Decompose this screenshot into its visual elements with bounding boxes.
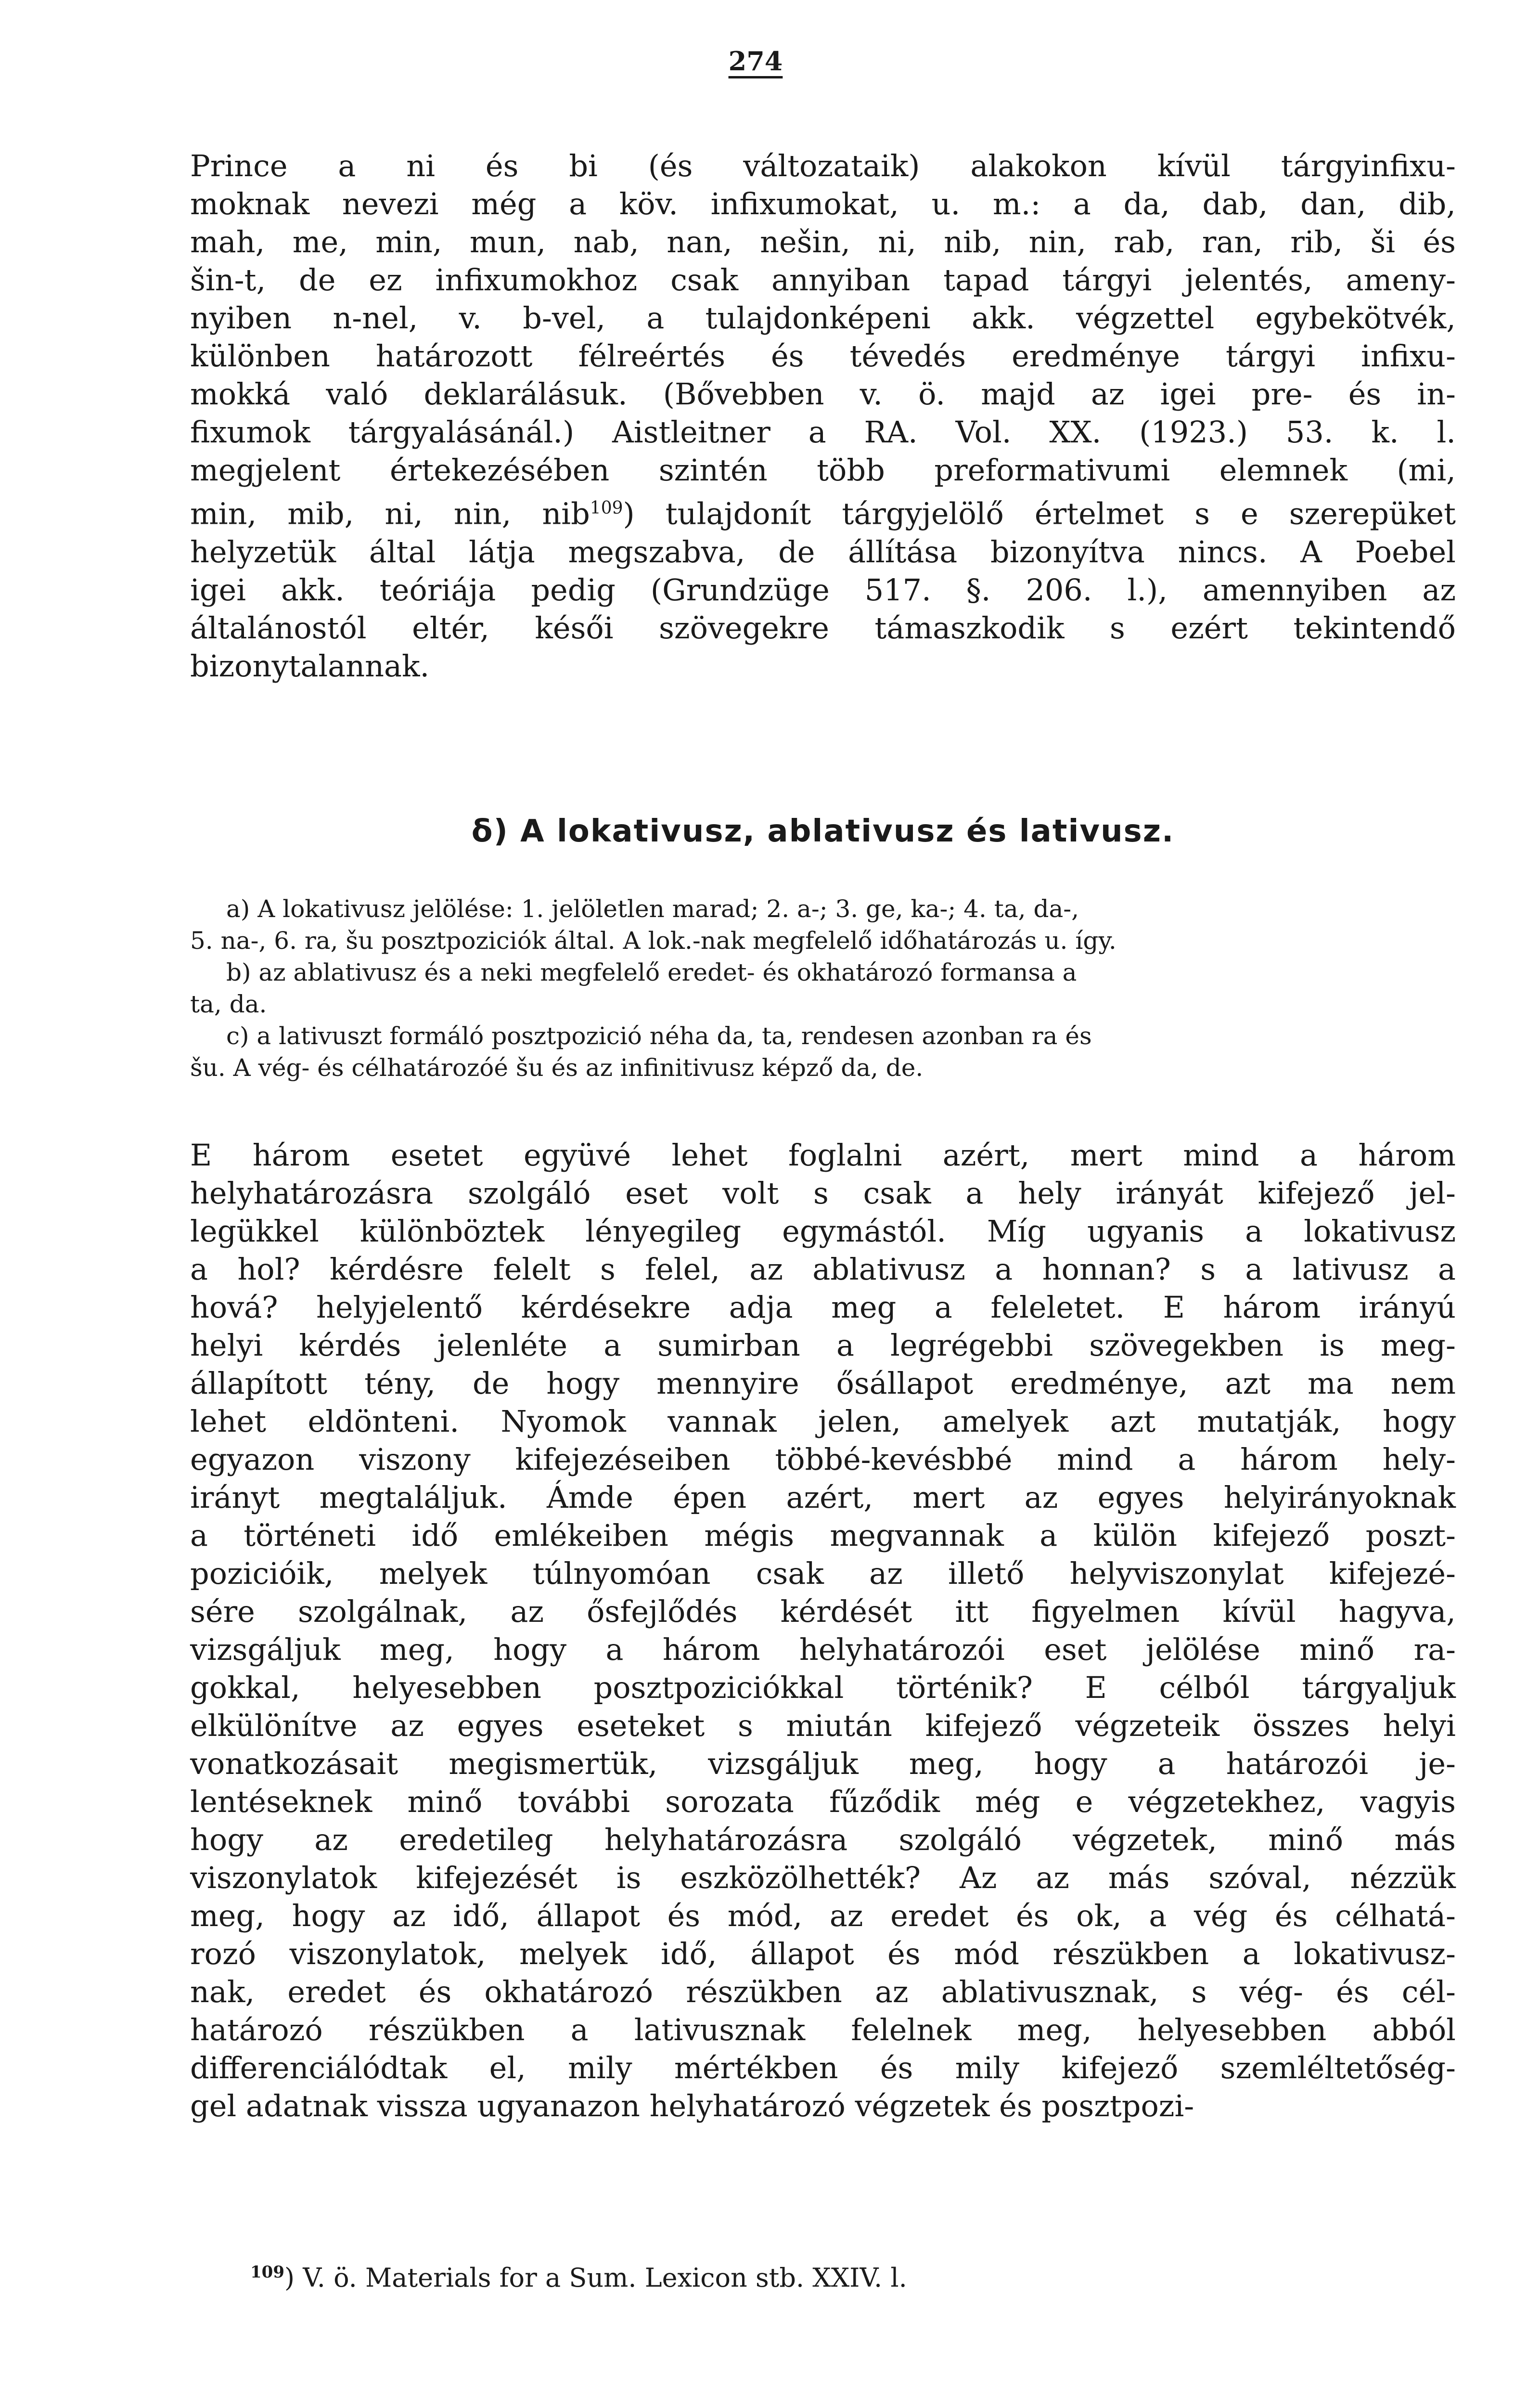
text-line: nak, eredet és okhatározó részükben az ablativusznak, s vég- és cél- [190, 1974, 1456, 2009]
text-line: viszonylatok kifejezését is eszközölhették? Az az más szóval, nézzük [190, 1860, 1456, 1895]
footnote-number: 109 [250, 2263, 284, 2282]
text-line: a hol? kérdésre felelt s felel, az ablativusz a honnan? s a lativusz a [190, 1252, 1456, 1287]
text-fragment: ) tulajdonít tárgyjelölő értelmet s e szerepüket [623, 496, 1456, 531]
text-line-with-footnote-ref [190, 489, 1456, 533]
text-line: pozicióik, melyek túlnyomóan csak az illető helyviszonylat kifejezé- [190, 1556, 1456, 1591]
text-line: hová? helyjelentő kérdésekre adja meg a feleletet. E három irányú [190, 1290, 1456, 1325]
text-line: irányt megtaláljuk. Ámde épen azért, mert az egyes helyirányoknak [190, 1480, 1456, 1515]
text-line: a történeti idő emlékeiben mégis megvannak a külön kifejező poszt- [190, 1518, 1456, 1553]
text-line: moknak nevezi még a köv. infixumokat, u. m.: a da, dab, dan, dib, [190, 186, 1456, 221]
text-line: hogy az eredetileg helyhatározásra szolgáló végzetek, minő más [190, 1822, 1456, 1857]
text-line: megjelent értekezésében szintén több preformativumi elemnek (mi, [190, 453, 1456, 488]
text-line: különben határozott félreértés és tévedés eredménye tárgyi infixu- [190, 338, 1456, 374]
text-line: igei akk. teóriája pedig (Grundzüge 517. §. 206. l.), amennyiben az [190, 572, 1456, 608]
text-line: meg, hogy az idő, állapot és mód, az eredet és ok, a vég és célhatá- [190, 1898, 1456, 1933]
summary-item-a: a) A lokativusz jelölése: 1. jelöletlen marad; 2. a-; 3. ge, ka-; 4. ta, da-, [226, 895, 1079, 923]
paragraph-prince-infixes [190, 147, 1456, 685]
text-line: vizsgáljuk meg, hogy a három helyhatározói eset jelölése minő ra- [190, 1632, 1456, 1667]
text-line: helyzetük által látja megszabva, de állítása bizonyítva nincs. A Poebel [190, 534, 1456, 569]
summary-item-c: c) a lativuszt formáló posztpozició néha da, ta, rendesen azonban ra és [226, 1022, 1092, 1050]
text-line: mah, me, min, mun, nab, nan, nešin, ni, nib, nin, rab, ran, rib, ši és [190, 224, 1456, 259]
summary-item-b: b) az ablativusz és a neki megfelelő eredet- és okhatározó formansa a [226, 958, 1077, 986]
text-line: állapított tény, de hogy mennyire ősállapot eredménye, azt ma nem [190, 1366, 1456, 1401]
summary-item-a-cont: 5. na-, 6. ra, šu posztpoziciók által. A lok.-nak megfelelő időhatározás u. így. [190, 927, 1116, 955]
footnote-reference[interactable]: 109 [590, 498, 623, 518]
text-line: legükkel különböztek lényegileg egymástól. Míg ugyanis a lokativusz [190, 1214, 1456, 1249]
summary-item-c-cont: šu. A vég- és célhatározóé šu és az infinitivusz képző da, de. [190, 1054, 924, 1082]
text-line: šin-t, de ez infixumokhoz csak annyiban tapad tárgyi jelentés, ameny- [190, 262, 1456, 298]
text-line: általánostól eltér, késői szövegekre támaszkodik s ezért tekintendő [190, 610, 1456, 646]
text-line: helyhatározásra szolgáló eset volt s csak a hely irányát kifejező jel- [190, 1176, 1456, 1211]
text-line: differenciálódtak el, mily mértékben és mily kifejező szemléltetőség- [190, 2050, 1456, 2085]
text-line: vonatkozásait megismertük, vizsgáljuk meg, hogy a határozói je- [190, 1746, 1456, 1781]
text-line: elkülönítve az egyes eseteket s miután kifejező végzeteik összes helyi [190, 1708, 1456, 1743]
text-line: bizonytalannak. [190, 648, 430, 684]
paragraph-three-cases [190, 1136, 1456, 2125]
text-line: sére szolgálnak, az ősfejlődés kérdését itt figyelmen kívül hagyva, [190, 1594, 1456, 1629]
page-number: 274 [728, 46, 783, 77]
text-line: gel adatnak vissza ugyanazon helyhatározó végzetek és posztpozi- [190, 2088, 1194, 2123]
footnote [250, 2263, 907, 2293]
footnote-text: ) V. ö. Materials for a Sum. Lexicon stb. XXIV. l. [284, 2263, 907, 2293]
text-line: lehet eldönteni. Nyomok vannak jelen, amelyek azt mutatják, hogy [190, 1404, 1456, 1439]
text-line: határozó részükben a lativusznak felelnek meg, helyesebben abból [190, 2012, 1456, 2047]
text-line: lentéseknek minő további sorozata fűződik még e végzetekhez, vagyis [190, 1784, 1456, 1819]
section-heading: δ) A lokativusz, ablativusz és lativusz. [471, 814, 1175, 849]
summary-item-b-cont: ta, da. [190, 990, 267, 1018]
text-line: rozó viszonylatok, melyek idő, állapot és mód részükben a lokativusz- [190, 1936, 1456, 1971]
text-line: mokká való deklarálásuk. (Bővebben v. ö. majd az igei pre- és in- [190, 376, 1456, 412]
text-line: nyiben n-nel, v. b-vel, a tulajdonképeni akk. végzettel egybekötvék, [190, 300, 1456, 336]
text-fragment: min, mib, ni, nin, nib [190, 496, 590, 531]
text-line: E három esetet együvé lehet foglalni azért, mert mind a három [190, 1138, 1456, 1173]
text-line: helyi kérdés jelenléte a sumirban a legrégebbi szövegekben is meg- [190, 1328, 1456, 1363]
text-line: egyazon viszony kifejezéseiben többé-kevésbbé mind a három hely- [190, 1442, 1456, 1477]
text-line: fixumok tárgyalásánál.) Aistleitner a RA. Vol. XX. (1923.) 53. k. l. [190, 414, 1456, 450]
section-summary [190, 893, 1456, 1084]
text-line: gokkal, helyesebben posztpoziciókkal történik? E célból tárgyaljuk [190, 1670, 1456, 1705]
text-line: Prince a ni és bi (és változataik) alakokon kívül tárgyinfixu- [190, 148, 1456, 183]
